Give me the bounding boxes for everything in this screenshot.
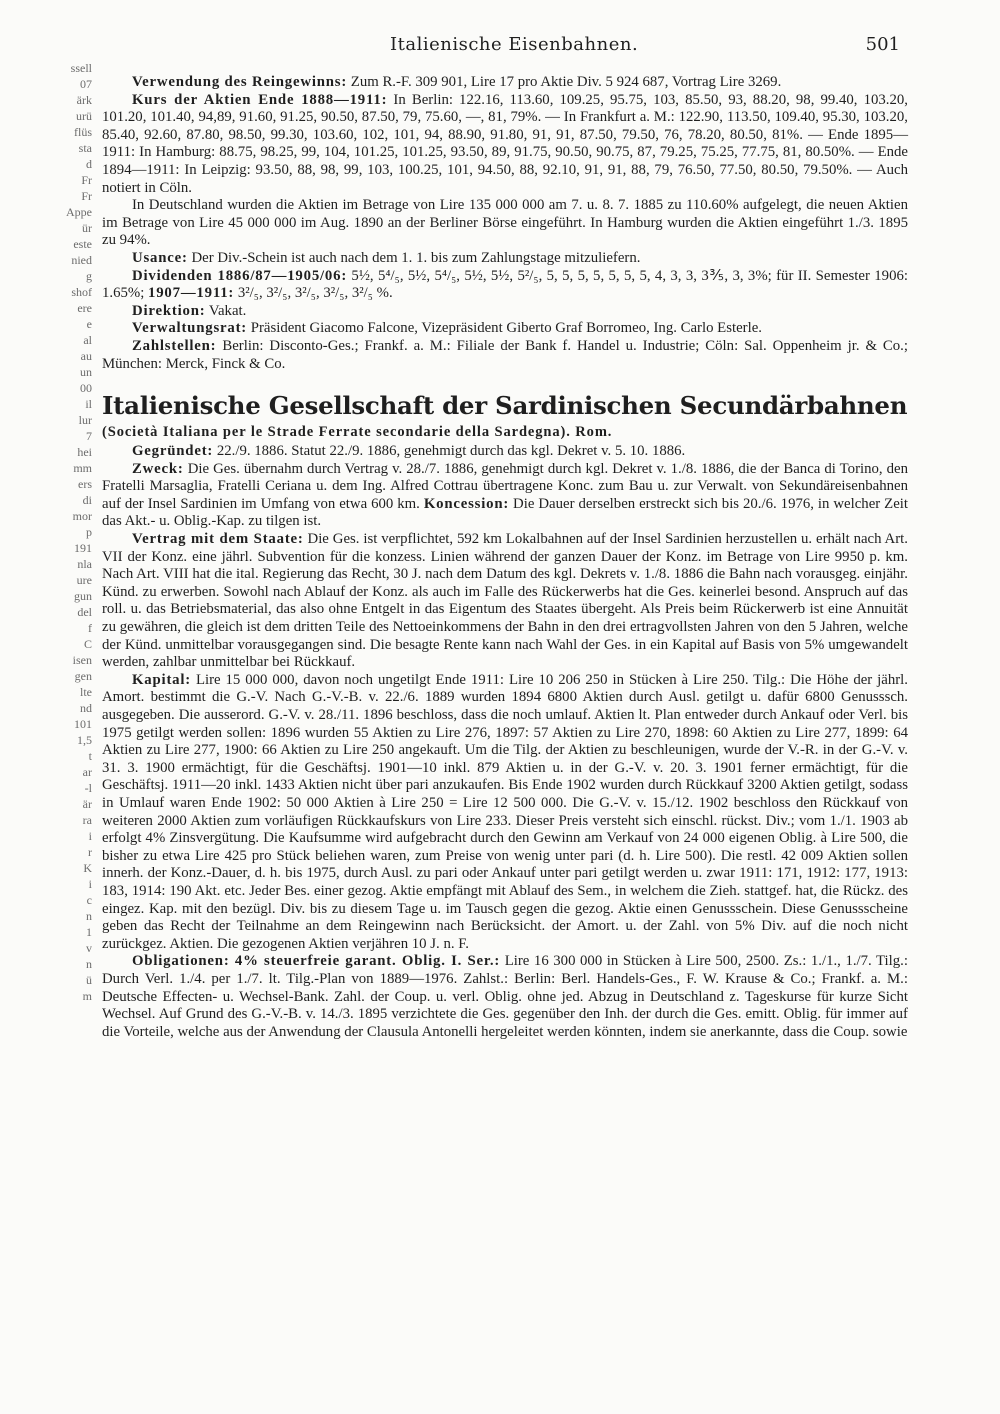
margin-fragment: g: [86, 269, 92, 283]
margin-fragment: ra: [82, 813, 92, 827]
margin-fragment: lur: [78, 413, 92, 427]
paragraph-verwaltungsrat: [102, 320, 908, 338]
margin-fragment: t: [88, 749, 92, 763]
text-usance: Der Div.-Schein ist auch nach dem 1. 1. bis zum Zahlungstage mitzuliefern.: [187, 249, 641, 266]
paragraph-kapital: [102, 672, 908, 954]
margin-fragment: 00: [80, 381, 92, 395]
margin-fragment: ure: [76, 573, 92, 587]
margin-fragment: n: [86, 909, 92, 923]
margin-fragment: n: [86, 957, 92, 971]
paragraph-obligationen: [102, 953, 908, 1041]
label-usance: Usance:: [132, 249, 188, 266]
margin-fragment: f: [88, 621, 92, 635]
label-dividenden-1907: 1907—1911:: [148, 285, 235, 302]
text-kurs: In Berlin: 122.16, 113.60, 109.25, 95.75, 103, 85.50, 93, 88.20, 98, 99.40, 103.20, 101.20, 101.40, 94,89, 91.60, 91.25, 90.50, 87.50, 79, 75.60, —, 81, 79%. — In Frankfurt a. M.: 122.90, 113.50, 109.40, 95.30, 103.20, 85.40, 92.60, 87.80, 98.50, 99.30, 103.60, 102, 101, 94, 88.90, 91.80, 91, 91, 87.50, 79.50, 76, 78.20, 80.50, 81%. — Ende 1895—1911: In Hamburg: 88.75, 98.25, 99, 104, 101.25, 101.25, 93.50, 89, 91.75, 90.50, 90.75, 87, 79.25, 75.25, 77.75, 81, 80.50%. — Ende 1894—1911: In Leipzig: 93.50, 88, 98, 99, 103, 100.25, 101, 94.50, 88, 92.10, 91, 91, 88, 79, 76.50, 77.50, 80.50, 79.50%. — Auch notiert in Cöln.: [102, 91, 908, 196]
margin-fragment: C: [83, 637, 92, 651]
margin-fragment: är: [82, 797, 92, 811]
margin-fragment: Fr: [81, 173, 92, 187]
margin-fragment: 101: [74, 717, 92, 731]
margin-fragment: ers: [78, 477, 92, 491]
margin-fragment: lte: [80, 685, 92, 699]
margin-fragment: il: [85, 397, 92, 411]
margin-fragment: gun: [74, 589, 92, 603]
label-zweck: Zweck:: [132, 460, 184, 477]
margin-fragment: 7: [86, 429, 92, 443]
margin-fragment: ar: [82, 765, 92, 779]
margin-fragment: 1,5: [77, 733, 92, 747]
margin-fragment: Fr: [81, 189, 92, 203]
label-vertrag: Vertrag mit dem Staate:: [132, 531, 304, 548]
paragraph-verwendung: [102, 74, 908, 92]
margin-fragment: sta: [78, 141, 92, 155]
text-kapital: Lire 15 000 000, davon noch ungetilgt Ende 1911: Lire 10 206 250 in Stücken à Lire 250. Tilg.: Die Höhe der jährl. Amort. bestimmt die G.-V. Nach G.-V.-B. v. 22./6. 1889 wurden 1894 6800 Aktien durch Ausl. getilgt u. dafür 6800 Genusssch. ausgegeben. Die ausserord. G.-V. v. 28./11. 1896 beschloss, dass die noch umlauf. Aktien lt. Plan entweder durch Ankauf oder Verl. bis 1975 getilgt werden sollen: 1896 wurden 55 Aktien zu Lire 276, 1897: 57 Aktien zu Lire 270, 1898: 60 Aktien zu Lire 277, 1899: 64 Aktien zu Lire 277, 1900: 66 Aktien zu Lire 250 angekauft. Um die Tilg. der Aktien zu beschleunigen, wurde der V.-R. in der G.-V. v. 31. 3. 1900 ermächtigt, für die Geschäftsj. 1901—10 inkl. 879 Aktien u. in der G.-V. v. 20. 3. 1901 ferner ermächtigt, für die Geschäftsj. 1911—20 inkl. 1433 Aktien nicht über pari anzukaufen. Bis Ende 1902 wurden durch Rückkauf 3200 Aktien getilgt, sodass in Umlauf waren Ende 1902: 50 000 Aktien à Lire 250 = Lire 12 500 000. Die G.-V. v. 15./12. 1902 beschloss den Rückkauf von weiteren 2000 Aktien zum vorläufigen Rückkaufskurs von Lire 233. Dieser Preis versteht sich einschl. rückst. Div.; vom 1./1. 1903 ab erfolgt 4% Zinsvergütung. Die Kaufsumme wird aufgebracht durch den Gewinn am Verkauf von 24 000 eigenen Oblig. à Lire 500, die bisher zu etwa Lire 425 pro Stück beliehen waren, zum Preise von wenig unter pari (d. h. Lire 500). Die restl. 42 009 Aktien sollen innerh. der Konz.-Dauer, d. h. bis 1975, durch Ausl. zu pari oder Ankauf unter pari getilgt werden u. zwar 1911: 171, 1912: 177, 1913: 183, 1914: 190 Akt. etc. Jeder Bes. einer gezog. Aktie empfängt mit Ablauf des Sem., in welchem die Zieh. stattgef. hat, die Rückz. des eingez. Kap. mit den bezügl. Div. bis zu diesem Tage u. im Tausch gegen die gezog. Aktie einen Genussschein. Diese Genussscheine geben das Recht der Teilnahme an dem Reingewinn nach Berücksicht. der Amort. u. der Zahl. von 5% Div. auf die noch nicht zurückgez. Aktien. Die gezogenen Aktien verjähren 10 J. n. F.: [102, 671, 908, 952]
margin-fragment: i: [88, 877, 92, 891]
text-direktion: Vakat.: [205, 302, 247, 319]
paragraph-usance: [102, 250, 908, 268]
paragraph-vertrag: [102, 531, 908, 672]
page-body: [102, 74, 908, 1041]
label-verwendung: Verwendung des Reingewinns:: [132, 74, 348, 90]
paragraph-zahlstellen: [102, 338, 908, 373]
margin-fragment: 1: [86, 925, 92, 939]
margin-fragment: un: [80, 365, 92, 379]
label-gegruendet: Gegründet:: [132, 443, 214, 460]
margin-fragment: m: [82, 989, 92, 1003]
running-header: [380, 34, 900, 58]
margin-fragment: ür: [82, 221, 92, 235]
label-dividenden: Dividenden 1886/87—1905/06:: [132, 267, 348, 284]
page-number: 501: [865, 34, 900, 55]
label-kurs: Kurs der Aktien Ende 1888—1911:: [132, 91, 388, 108]
text-koncession: Die Dauer derselben erstreckt sich bis 20./6. 1976, in welcher Zeit das Akt.- u. Oblig.-Kap. zu tilgen ist.: [102, 495, 908, 530]
margin-fragment: gen: [74, 669, 92, 683]
margin-fragment: flüs: [74, 125, 92, 139]
margin-fragment: ere: [77, 301, 92, 315]
margin-fragment: i: [88, 829, 92, 843]
margin-fragment: p: [86, 525, 92, 539]
margin-fragment: ärk: [76, 93, 92, 107]
margin-fragment: nla: [77, 557, 92, 571]
margin-fragment: urü: [76, 109, 92, 123]
margin-fragment: isen: [72, 653, 92, 667]
label-obligationen: Obligationen: 4% steuerfreie garant. Oblig. I. Ser.:: [132, 953, 501, 970]
label-koncession: Koncession:: [423, 495, 510, 512]
adjacent-page-margin: [0, 60, 98, 1060]
paragraph-zweck: [102, 461, 908, 531]
company-title: Italienische Gesellschaft der Sardinischen Secundärbahnen: [102, 391, 908, 421]
text-gegruendet: 22./9. 1886. Statut 22./9. 1886, genehmigt durch das kgl. Dekret v. 5. 10. 1886.: [213, 443, 686, 460]
text-zahlstellen: Berlin: Disconto-Ges.; Frankf. a. M.: Filiale der Bank f. Handel u. Industrie; Cöln: Sal. Oppenheim jr. & Co.; München: Merck, Finck & Co.: [102, 337, 908, 372]
text-deutschland: In Deutschland wurden die Aktien im Betrage von Lire 135 000 000 am 7. u. 8. 7. 1885 zu 110.60% aufgelegt, die neuen Aktien im Betrage von Lire 45 000 000 im Aug. 1890 an der Berliner Börse eingeführt. In Hamburg wurden die Aktien eingeführt 1./3. 1895 zu 94%.: [102, 197, 908, 249]
margin-fragment: Appe: [66, 205, 92, 219]
margin-fragment: este: [73, 237, 92, 251]
text-verwendung: Zum R.-F. 309 901, Lire 17 pro Aktie Div. 5 924 687, Vortrag Lire 3269.: [347, 74, 782, 90]
margin-fragment: c: [86, 893, 92, 907]
label-zahlstellen: Zahlstellen:: [132, 337, 217, 354]
margin-fragment: v: [86, 941, 92, 955]
margin-fragment: nied: [71, 253, 92, 267]
margin-fragment: e: [86, 317, 92, 331]
margin-fragment: -l: [84, 781, 92, 795]
label-verwaltungsrat: Verwaltungsrat:: [132, 320, 248, 337]
margin-fragment: ü: [86, 973, 92, 987]
margin-fragment: del: [77, 605, 92, 619]
margin-fragment: 191: [74, 541, 92, 555]
header-title: Italienische Eisenbahnen.: [390, 34, 639, 55]
paragraph-direktion: [102, 303, 908, 321]
margin-fragment: mm: [73, 461, 92, 475]
margin-fragment: hei: [77, 445, 92, 459]
company-subtitle: (Società Italiana per le Strade Ferrate secondarie della Sardegna). Rom.: [102, 424, 613, 441]
margin-fragment: shof: [71, 285, 92, 299]
text-verwaltungsrat: Präsident Giacomo Falcone, Vizepräsident Giberto Graf Borromeo, Ing. Carlo Esterle.: [247, 320, 762, 337]
paragraph-dividenden: [102, 268, 908, 303]
label-kapital: Kapital:: [132, 671, 192, 688]
margin-fragment: nd: [80, 701, 92, 715]
paragraph-gegruendet: [102, 443, 908, 461]
margin-fragment: mor: [72, 509, 92, 523]
margin-fragment: K: [83, 861, 92, 875]
text-zweck: Die Ges. übernahm durch Vertrag v. 28./7. 1886, genehmigt durch kgl. Dekret v. 1./8. 1886, die der Banca di Torino, den Fratelli Marsaglia, Fratelli Ceriana u. dem Ing. Alfred Cottrau übertragene Konc. zum Bau u. zur Verwalt. von Sekundäreisenbahnen auf der Insel Sardinien im Umfang von etwa 600 km.: [102, 460, 908, 512]
label-direktion: Direktion:: [132, 302, 206, 319]
margin-fragment: ssell: [70, 61, 92, 75]
text-dividenden-1907: 3²/₅, 3²/₅, 3²/₅, 3²/₅, 3²/₅ %.: [234, 285, 393, 302]
margin-fragment: 07: [80, 77, 92, 91]
text-vertrag: Die Ges. ist verpflichtet, 592 km Lokalbahnen auf der Insel Sardinien herzustellen u. erhält nach Art. VII der Konz. eine jährl. Subvention für die konzess. Linien während der ganzen Dauer der Konz. im Betrage von Lire 9950 p. km. Nach Art. VIII hat die ital. Regierung das Recht, 30 J. nach dem Datum des kgl. Dekrets v. 1./8. 1886 die Bahn nach vorausgeg. einjähr. Künd. zu erwerben. Sowohl nach Ablauf der Konz. als auch im Falle des Rückerwerbs hat die Ges. keinerlei besond. Anspruch auf das roll. u. das Betriebsmaterial, das also ohne Entgelt in das Eigentum des Staates übergeht. Als Preis beim Rückerwerb ist eine Annuität zu gewähren, die gleich ist dem dritten Teile des Nettoeinkommens der Bahn in den drei ertragvollsten Jahren von den 5 Jahren, welche der Künd. unmittelbar vorausgegangen sind. Die besagte Rente kann nach Wahl der Ges. in ein Kapital auf Basis von 5% umgewandelt werden, zahlbar unmittelbar bei Rückkauf.: [102, 531, 908, 671]
margin-fragment: r: [88, 845, 92, 859]
paragraph-deutschland: [102, 197, 908, 250]
margin-fragment: al: [83, 333, 92, 347]
margin-fragment: d: [86, 157, 92, 171]
margin-fragment: di: [82, 493, 92, 507]
margin-fragment: au: [80, 349, 92, 363]
text-obligationen: Lire 16 300 000 in Stücken à Lire 500, 2500. Zs.: 1./1., 1./7. Tilg.: Durch Verl. 1./4. per 1./7. lt. Tilg.-Plan von 1889—1976. Zahlst.: Berlin: Berl. Handels-Ges., F. W. Krause & Co.; Frankf. a. M.: Deutsche Effecten- u. Wechsel-Bank. Zahl. der Coup. u. verl. Oblig. ohne jed. Abzug in Deutschland z. Tageskurse für kurze Sicht Wechsel. Auf Grund des G.-V.-B. v. 14./3. 1895 verzichtete die Ges. gegenüber den Inh. der durch die Ges. emitt. Oblig. für immer auf die Vorteile, welche aus der Anwendung der Clausula Antonelli hergeleitet werden könnten, indem sie anerkannte, dass die Coup. sowie: [102, 953, 908, 1040]
paragraph-kurs: [102, 92, 908, 198]
text-dividenden: 5½, 5⁴/₅, 5½, 5⁴/₅, 5½, 5½, 5²/₅, 5, 5, 5, 5, 5, 5, 5, 4, 3, 3, 3⅗, 3, 3%; für II. Semester 1906: 1.65%;: [102, 267, 908, 302]
